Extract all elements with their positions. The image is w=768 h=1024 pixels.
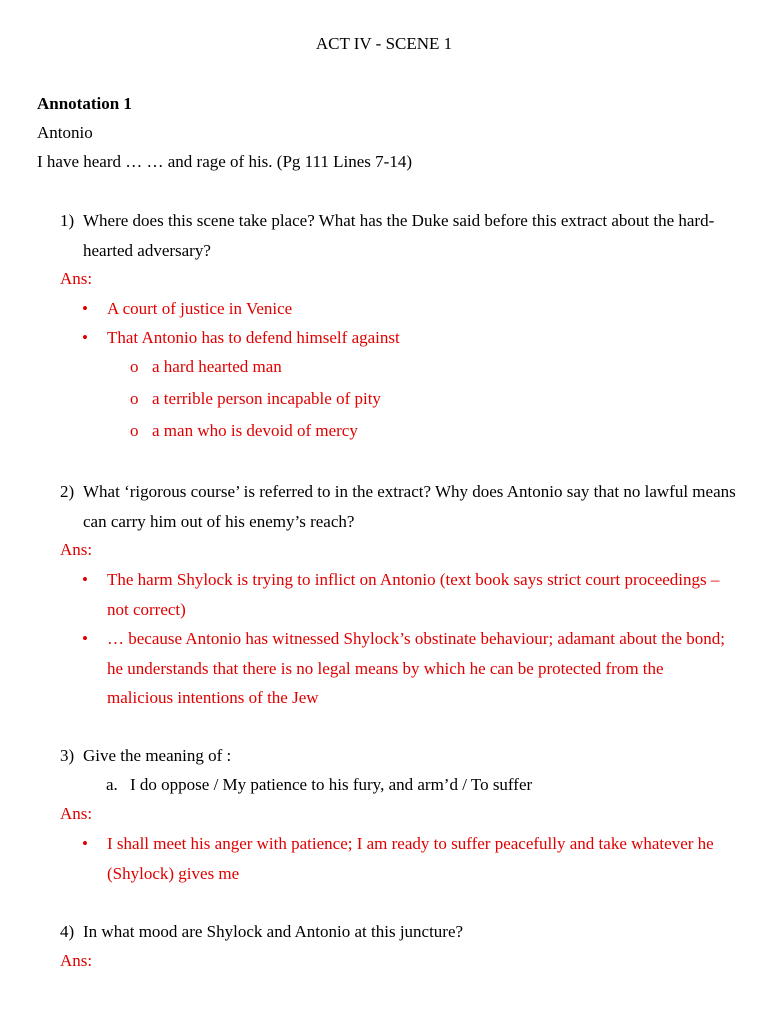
question-number: 3)	[60, 746, 75, 765]
annotation-extract: I have heard … … and rage of his. (Pg 111 Lines 7-14)	[37, 152, 412, 171]
sub-answer	[130, 389, 381, 409]
question-3	[60, 741, 740, 771]
answer-bullet	[82, 624, 732, 713]
question-4	[60, 917, 740, 947]
circle-bullet-icon: o	[130, 357, 139, 376]
answer-text: … because Antonio has witnessed Shylock’s obstinate behaviour; adamant about the bond; he understands that there is no legal means by which he can be protected from the malicious intentions of the Jew	[107, 629, 726, 707]
question-2	[60, 477, 740, 536]
question-text: Give the meaning of :	[83, 746, 232, 765]
annotation-heading: Annotation 1	[37, 94, 132, 113]
bullet-icon: •	[82, 299, 88, 318]
answer-label: Ans:	[60, 804, 93, 823]
question-1	[60, 206, 740, 265]
bullet-icon: •	[82, 834, 88, 853]
answer-label: Ans:	[60, 269, 93, 288]
sub-question-text: I do oppose / My patience to his fury, and arm’d / To suffer	[130, 775, 533, 794]
answer-text: A court of justice in Venice	[107, 299, 293, 318]
sub-question-letter: a.	[106, 775, 118, 794]
sub-question	[106, 775, 532, 795]
question-number: 4)	[60, 922, 75, 941]
bullet-icon: •	[82, 570, 88, 589]
sub-answer	[130, 357, 282, 377]
page-title: ACT IV - SCENE 1	[315, 34, 453, 53]
question-text: Where does this scene take place? What has the Duke said before this extract about the hard-hearted adversary?	[83, 211, 715, 260]
answer-bullet	[82, 323, 732, 353]
answer-text: That Antonio has to defend himself against	[107, 328, 400, 347]
answer-bullet	[82, 565, 732, 624]
bullet-icon: •	[82, 328, 88, 347]
circle-bullet-icon: o	[130, 389, 139, 408]
question-number: 2)	[60, 482, 75, 501]
answer-bullet	[82, 829, 732, 888]
sub-answer-text: a hard hearted man	[152, 357, 282, 376]
answer-bullet	[82, 294, 732, 324]
answer-text: The harm Shylock is trying to inflict on Antonio (text book says strict court proceedings – not correct)	[107, 570, 720, 619]
sub-answer	[130, 421, 358, 441]
question-text: What ‘rigorous course’ is referred to in the extract? Why does Antonio say that no lawful means can carry him out of his enemy’s reach?	[83, 482, 736, 531]
answer-text: I shall meet his anger with patience; I am ready to suffer peacefully and take whatever he (Shylock) gives me	[107, 834, 714, 883]
question-number: 1)	[60, 211, 75, 230]
annotation-speaker: Antonio	[37, 123, 93, 142]
sub-answer-text: a man who is devoid of mercy	[152, 421, 358, 440]
answer-label: Ans:	[60, 540, 93, 559]
bullet-icon: •	[82, 629, 88, 648]
circle-bullet-icon: o	[130, 421, 139, 440]
answer-label: Ans:	[60, 951, 93, 970]
question-text: In what mood are Shylock and Antonio at this juncture?	[83, 922, 464, 941]
sub-answer-text: a terrible person incapable of pity	[152, 389, 381, 408]
